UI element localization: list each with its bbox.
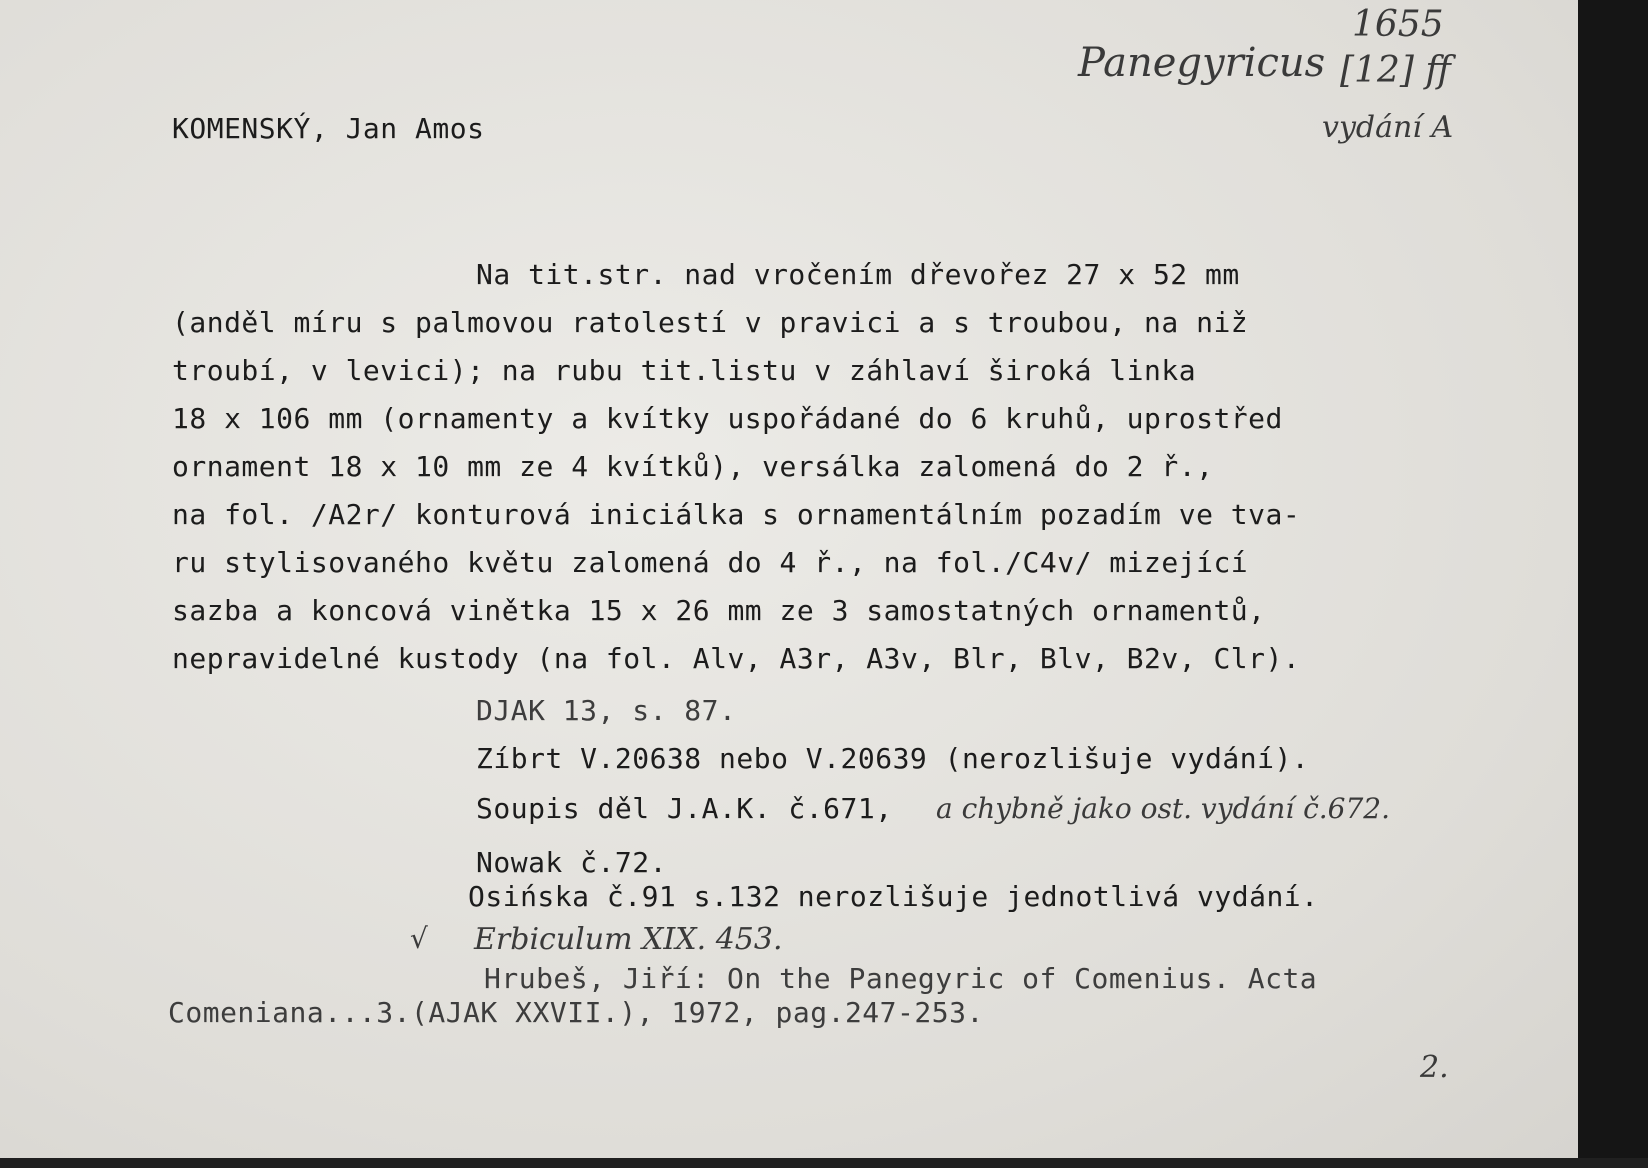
page-number: 2. xyxy=(1420,1050,1449,1085)
description-line: na fol. /A2r/ konturová iniciálka s ornamentálním pozadím ve tva- xyxy=(172,498,1301,531)
description-line: sazba a koncová vinětka 15 x 26 mm ze 3 samostatných ornamentů, xyxy=(172,594,1266,627)
handwritten-count: [12] ff xyxy=(1340,50,1451,91)
description-line: ornament 18 x 10 mm ze 4 kvítků), versálka zalomená do 2 ř., xyxy=(172,450,1214,483)
card-heading: KOMENSKÝ, Jan Amos xyxy=(172,112,485,145)
reference-hrubes-line1: Hrubeš, Jiří: On the Panegyric of Comenius. Acta xyxy=(484,962,1318,995)
description-line: ru stylisovaného květu zalomená do 4 ř., na fol./C4v/ mizející xyxy=(172,546,1249,579)
description-line: Na tit.str. nad vročením dřevořez 27 x 52 mm xyxy=(476,258,1240,291)
handwritten-reference: Erbiculum XIX. 453. xyxy=(474,922,783,957)
description-line: (anděl míru s palmovou ratolestí v pravici a s troubou, na niž xyxy=(172,306,1249,339)
description-line: nepravidelné kustody (na fol. Alv, A3r, A3v, Blr, Blv, B2v, Clr). xyxy=(172,642,1301,675)
reference-nowak: Nowak č.72. xyxy=(476,846,667,879)
reference-soupis: Soupis děl J.A.K. č.671, xyxy=(476,792,893,825)
handwritten-number: 1655 xyxy=(1352,4,1444,45)
scan-edge-right xyxy=(1578,0,1648,1168)
handwritten-edition: vydání A xyxy=(1322,110,1454,145)
reference-zibrt: Zíbrt V.20638 nebo V.20639 (nerozlišuje vydání). xyxy=(476,742,1310,775)
description-line: troubí, v levici); na rubu tit.listu v záhlaví široká linka xyxy=(172,354,1197,387)
reference-osinska: Osińska č.91 s.132 nerozlišuje jednotlivá vydání. xyxy=(468,880,1319,913)
reference-hrubes-line2: Comeniana...3.(AJAK XXVII.), 1972, pag.247-253. xyxy=(168,996,984,1029)
handwritten-soupis-note: a chybně jako ost. vydání č.672. xyxy=(936,792,1391,825)
description-line: 18 x 106 mm (ornamenty a kvítky uspořádané do 6 kruhů, uprostřed xyxy=(172,402,1283,435)
check-mark: √ xyxy=(410,922,428,955)
scan-edge-bottom xyxy=(0,1158,1648,1168)
reference-djak: DJAK 13, s. 87. xyxy=(476,694,737,727)
handwritten-title: Panegyricus xyxy=(1078,40,1326,86)
